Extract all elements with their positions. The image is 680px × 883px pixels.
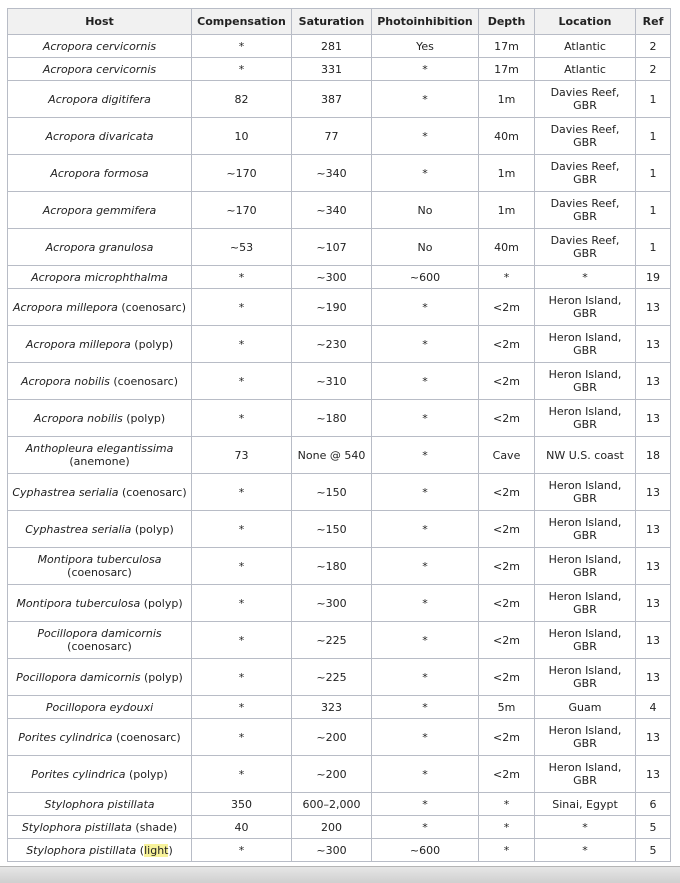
cell-depth: 5m xyxy=(479,696,535,719)
cell-host xyxy=(8,155,192,192)
cell-ref: 13 xyxy=(636,326,671,363)
cell-depth: <2m xyxy=(479,474,535,511)
cell-location: Heron Island, GBR xyxy=(535,719,636,756)
search-highlight: light xyxy=(144,843,169,857)
species-name: Pocillopora eydouxi xyxy=(45,700,154,714)
cell-ref: 6 xyxy=(636,793,671,816)
cell-compensation: * xyxy=(192,719,292,756)
table-row xyxy=(8,548,671,585)
table-row xyxy=(8,839,671,862)
table-row xyxy=(8,719,671,756)
cell-location: Heron Island, GBR xyxy=(535,326,636,363)
cell-location: Heron Island, GBR xyxy=(535,659,636,696)
cell-depth: * xyxy=(479,266,535,289)
cell-compensation: * xyxy=(192,474,292,511)
cell-host xyxy=(8,81,192,118)
species-name: Cyphastrea serialia xyxy=(25,522,132,536)
cell-location: Heron Island, GBR xyxy=(535,363,636,400)
cell-location: * xyxy=(535,816,636,839)
species-name: Stylophora pistillata xyxy=(44,797,155,811)
cell-location: Atlantic xyxy=(535,35,636,58)
cell-ref: 1 xyxy=(636,229,671,266)
cell-location: Heron Island, GBR xyxy=(535,474,636,511)
cell-compensation: * xyxy=(192,756,292,793)
species-name: Porites cylindrica xyxy=(18,730,113,744)
table-row xyxy=(8,756,671,793)
cell-compensation: * xyxy=(192,326,292,363)
cell-saturation: ~150 xyxy=(292,511,372,548)
header-host[interactable]: Host xyxy=(8,9,192,35)
cell-photoinhibition: * xyxy=(372,793,479,816)
bottom-scrollbar[interactable] xyxy=(0,866,680,883)
table-row xyxy=(8,229,671,266)
cell-compensation: * xyxy=(192,35,292,58)
species-qualifier: (polyp) xyxy=(125,767,168,781)
species-qualifier: (polyp) xyxy=(140,596,183,610)
cell-location: NW U.S. coast xyxy=(535,437,636,474)
cell-photoinhibition: * xyxy=(372,289,479,326)
species-name: Montipora tuberculosa xyxy=(16,596,141,610)
cell-location: Sinai, Egypt xyxy=(535,793,636,816)
cell-photoinhibition: * xyxy=(372,756,479,793)
cell-depth: 17m xyxy=(479,35,535,58)
cell-host xyxy=(8,35,192,58)
cell-host xyxy=(8,58,192,81)
cell-saturation: 323 xyxy=(292,696,372,719)
table-row xyxy=(8,400,671,437)
cell-ref: 4 xyxy=(636,696,671,719)
cell-photoinhibition: * xyxy=(372,58,479,81)
cell-compensation: * xyxy=(192,839,292,862)
cell-depth: <2m xyxy=(479,585,535,622)
cell-location: * xyxy=(535,266,636,289)
species-qualifier: (coenosarc) xyxy=(109,374,179,388)
header-compensation[interactable]: Compensation xyxy=(192,9,292,35)
table-row xyxy=(8,192,671,229)
table-row xyxy=(8,474,671,511)
table-row xyxy=(8,437,671,474)
species-qualifier-end: ) xyxy=(168,843,173,857)
cell-host xyxy=(8,118,192,155)
cell-depth: <2m xyxy=(479,363,535,400)
cell-ref: 18 xyxy=(636,437,671,474)
cell-compensation: * xyxy=(192,696,292,719)
species-name: Porites cylindrica xyxy=(31,767,126,781)
cell-location: Heron Island, GBR xyxy=(535,289,636,326)
cell-ref: 13 xyxy=(636,289,671,326)
species-name: Pocillopora damicornis xyxy=(37,627,162,640)
cell-location: Davies Reef, GBR xyxy=(535,81,636,118)
cell-saturation: 77 xyxy=(292,118,372,155)
cell-host xyxy=(8,229,192,266)
cell-host xyxy=(8,289,192,326)
cell-photoinhibition: * xyxy=(372,474,479,511)
header-row xyxy=(8,9,671,35)
cell-compensation: 40 xyxy=(192,816,292,839)
header-location[interactable]: Location xyxy=(535,9,636,35)
cell-depth: 40m xyxy=(479,118,535,155)
cell-photoinhibition: * xyxy=(372,719,479,756)
cell-photoinhibition: * xyxy=(372,816,479,839)
cell-ref: 1 xyxy=(636,118,671,155)
species-qualifier: (coenosarc) xyxy=(67,566,132,579)
cell-location: Davies Reef, GBR xyxy=(535,192,636,229)
cell-depth: <2m xyxy=(479,719,535,756)
photosynthesis-table xyxy=(7,8,671,862)
table-row xyxy=(8,793,671,816)
cell-depth: <2m xyxy=(479,659,535,696)
table-row xyxy=(8,118,671,155)
cell-photoinhibition: No xyxy=(372,229,479,266)
species-name: Acropora digitifera xyxy=(48,92,151,106)
species-name: Acropora nobilis xyxy=(33,411,123,425)
cell-host xyxy=(8,585,192,622)
cell-photoinhibition: ~600 xyxy=(372,266,479,289)
cell-saturation: ~150 xyxy=(292,474,372,511)
species-name: Acropora formosa xyxy=(50,166,149,180)
cell-host xyxy=(8,266,192,289)
cell-depth: 1m xyxy=(479,81,535,118)
species-name: Acropora cervicornis xyxy=(42,39,157,53)
cell-depth: * xyxy=(479,816,535,839)
cell-saturation: ~310 xyxy=(292,363,372,400)
species-qualifier: (shade) xyxy=(131,820,178,834)
species-name: Acropora millepora xyxy=(12,300,118,314)
species-qualifier: (polyp) xyxy=(140,670,183,684)
cell-host xyxy=(8,474,192,511)
cell-saturation: ~180 xyxy=(292,548,372,585)
cell-depth: 40m xyxy=(479,229,535,266)
cell-photoinhibition: * xyxy=(372,81,479,118)
cell-compensation: * xyxy=(192,289,292,326)
species-qualifier: (polyp) xyxy=(130,337,174,351)
cell-ref: 13 xyxy=(636,756,671,793)
cell-ref: 13 xyxy=(636,474,671,511)
cell-host xyxy=(8,363,192,400)
cell-saturation: ~230 xyxy=(292,326,372,363)
cell-host xyxy=(8,622,192,659)
cell-compensation: * xyxy=(192,266,292,289)
cell-saturation: ~340 xyxy=(292,192,372,229)
cell-depth: 1m xyxy=(479,155,535,192)
cell-host xyxy=(8,816,192,839)
cell-ref: 13 xyxy=(636,585,671,622)
header-saturation[interactable]: Saturation xyxy=(292,9,372,35)
cell-location: Davies Reef, GBR xyxy=(535,118,636,155)
species-qualifier: (anemone) xyxy=(69,455,130,468)
cell-location: Heron Island, GBR xyxy=(535,622,636,659)
species-name: Acropora divaricata xyxy=(45,129,154,143)
cell-ref: 13 xyxy=(636,719,671,756)
cell-saturation: ~180 xyxy=(292,400,372,437)
cell-compensation: * xyxy=(192,400,292,437)
cell-location: Atlantic xyxy=(535,58,636,81)
cell-photoinhibition: No xyxy=(372,192,479,229)
species-name: Acropora microphthalma xyxy=(31,270,168,284)
cell-depth: <2m xyxy=(479,400,535,437)
table-row xyxy=(8,585,671,622)
species-name: Acropora nobilis xyxy=(20,374,110,388)
table-row xyxy=(8,155,671,192)
cell-location: Davies Reef, GBR xyxy=(535,155,636,192)
cell-photoinhibition: * xyxy=(372,363,479,400)
cell-host xyxy=(8,548,192,585)
data-table-container xyxy=(7,8,670,862)
cell-location: Davies Reef, GBR xyxy=(535,229,636,266)
cell-ref: 5 xyxy=(636,816,671,839)
cell-photoinhibition: * xyxy=(372,696,479,719)
cell-depth: <2m xyxy=(479,511,535,548)
cell-compensation: * xyxy=(192,548,292,585)
cell-saturation: 600–2,000 xyxy=(292,793,372,816)
cell-saturation: ~340 xyxy=(292,155,372,192)
species-name: Pocillopora damicornis xyxy=(16,670,141,684)
cell-photoinhibition: * xyxy=(372,548,479,585)
header-depth[interactable]: Depth xyxy=(479,9,535,35)
cell-photoinhibition: Yes xyxy=(372,35,479,58)
cell-saturation: ~225 xyxy=(292,659,372,696)
cell-compensation: * xyxy=(192,58,292,81)
cell-location: Heron Island, GBR xyxy=(535,511,636,548)
table-row xyxy=(8,511,671,548)
cell-ref: 1 xyxy=(636,155,671,192)
cell-location: Heron Island, GBR xyxy=(535,548,636,585)
species-qualifier: (coenosarc) xyxy=(118,485,187,499)
species-name: Acropora gemmifera xyxy=(42,203,157,217)
cell-saturation: ~300 xyxy=(292,585,372,622)
species-qualifier: (coenosarc) xyxy=(112,730,181,744)
cell-location: Heron Island, GBR xyxy=(535,756,636,793)
cell-compensation: * xyxy=(192,585,292,622)
cell-depth: * xyxy=(479,793,535,816)
cell-host xyxy=(8,659,192,696)
cell-host xyxy=(8,400,192,437)
cell-saturation: ~225 xyxy=(292,622,372,659)
species-name: Stylophora pistillata xyxy=(21,820,132,834)
cell-saturation: 281 xyxy=(292,35,372,58)
cell-photoinhibition: * xyxy=(372,659,479,696)
cell-ref: 2 xyxy=(636,58,671,81)
cell-saturation: ~190 xyxy=(292,289,372,326)
species-name: Acropora millepora xyxy=(25,337,131,351)
cell-ref: 1 xyxy=(636,192,671,229)
cell-saturation: None @ 540 xyxy=(292,437,372,474)
cell-ref: 1 xyxy=(636,81,671,118)
cell-compensation: ~170 xyxy=(192,192,292,229)
cell-depth: 1m xyxy=(479,192,535,229)
cell-compensation: 350 xyxy=(192,793,292,816)
cell-depth: 17m xyxy=(479,58,535,81)
cell-location: Heron Island, GBR xyxy=(535,400,636,437)
species-name: Acropora cervicornis xyxy=(42,62,157,76)
cell-ref: 5 xyxy=(636,839,671,862)
table-row xyxy=(8,58,671,81)
cell-location: Guam xyxy=(535,696,636,719)
cell-depth: Cave xyxy=(479,437,535,474)
species-qualifier: (coenosarc) xyxy=(67,640,132,653)
header-photoinhibition[interactable]: Photoinhibition xyxy=(372,9,479,35)
species-qualifier: (polyp) xyxy=(122,411,166,425)
cell-host xyxy=(8,719,192,756)
cell-host xyxy=(8,192,192,229)
cell-depth: <2m xyxy=(479,289,535,326)
cell-saturation: ~300 xyxy=(292,266,372,289)
cell-compensation: ~170 xyxy=(192,155,292,192)
cell-saturation: 331 xyxy=(292,58,372,81)
cell-host xyxy=(8,756,192,793)
cell-saturation: ~200 xyxy=(292,756,372,793)
cell-ref: 13 xyxy=(636,511,671,548)
table-row xyxy=(8,622,671,659)
cell-ref: 13 xyxy=(636,363,671,400)
table-row xyxy=(8,81,671,118)
cell-compensation: 10 xyxy=(192,118,292,155)
cell-compensation: ~53 xyxy=(192,229,292,266)
cell-ref: 13 xyxy=(636,622,671,659)
cell-location: * xyxy=(535,839,636,862)
cell-depth: <2m xyxy=(479,622,535,659)
cell-compensation: 82 xyxy=(192,81,292,118)
cell-photoinhibition: * xyxy=(372,511,479,548)
cell-photoinhibition: * xyxy=(372,585,479,622)
cell-compensation: * xyxy=(192,511,292,548)
header-ref[interactable]: Ref xyxy=(636,9,671,35)
cell-photoinhibition: * xyxy=(372,437,479,474)
cell-saturation: 387 xyxy=(292,81,372,118)
cell-photoinhibition: ~600 xyxy=(372,839,479,862)
cell-host xyxy=(8,326,192,363)
cell-photoinhibition: * xyxy=(372,118,479,155)
cell-photoinhibition: * xyxy=(372,400,479,437)
cell-ref: 13 xyxy=(636,400,671,437)
species-name: Cyphastrea serialia xyxy=(12,485,119,499)
cell-photoinhibition: * xyxy=(372,326,479,363)
cell-saturation: ~107 xyxy=(292,229,372,266)
table-row xyxy=(8,659,671,696)
table-row xyxy=(8,326,671,363)
cell-photoinhibition: * xyxy=(372,622,479,659)
cell-host xyxy=(8,839,192,862)
cell-saturation: ~200 xyxy=(292,719,372,756)
cell-depth: <2m xyxy=(479,756,535,793)
cell-location: Heron Island, GBR xyxy=(535,585,636,622)
species-name: Acropora granulosa xyxy=(45,240,154,254)
cell-host xyxy=(8,696,192,719)
table-body xyxy=(8,35,671,862)
table-row xyxy=(8,35,671,58)
cell-depth: <2m xyxy=(479,548,535,585)
cell-ref: 13 xyxy=(636,659,671,696)
cell-depth: <2m xyxy=(479,326,535,363)
species-name: Montipora tuberculosa xyxy=(37,553,162,566)
species-qualifier: (polyp) xyxy=(131,522,174,536)
table-row xyxy=(8,266,671,289)
cell-host xyxy=(8,437,192,474)
table-row xyxy=(8,363,671,400)
species-qualifier: (coenosarc) xyxy=(117,300,187,314)
cell-host xyxy=(8,511,192,548)
cell-saturation: ~300 xyxy=(292,839,372,862)
cell-ref: 2 xyxy=(636,35,671,58)
cell-depth: * xyxy=(479,839,535,862)
cell-compensation: * xyxy=(192,622,292,659)
species-name: Stylophora pistillata xyxy=(26,843,137,857)
table-row xyxy=(8,696,671,719)
cell-ref: 13 xyxy=(636,548,671,585)
species-qualifier: ( xyxy=(136,843,145,857)
cell-compensation: * xyxy=(192,363,292,400)
table-row xyxy=(8,289,671,326)
cell-compensation: * xyxy=(192,659,292,696)
cell-host xyxy=(8,793,192,816)
cell-photoinhibition: * xyxy=(372,155,479,192)
cell-ref: 19 xyxy=(636,266,671,289)
species-name: Anthopleura elegantissima xyxy=(25,442,174,455)
cell-compensation: 73 xyxy=(192,437,292,474)
table-row xyxy=(8,816,671,839)
cell-saturation: 200 xyxy=(292,816,372,839)
